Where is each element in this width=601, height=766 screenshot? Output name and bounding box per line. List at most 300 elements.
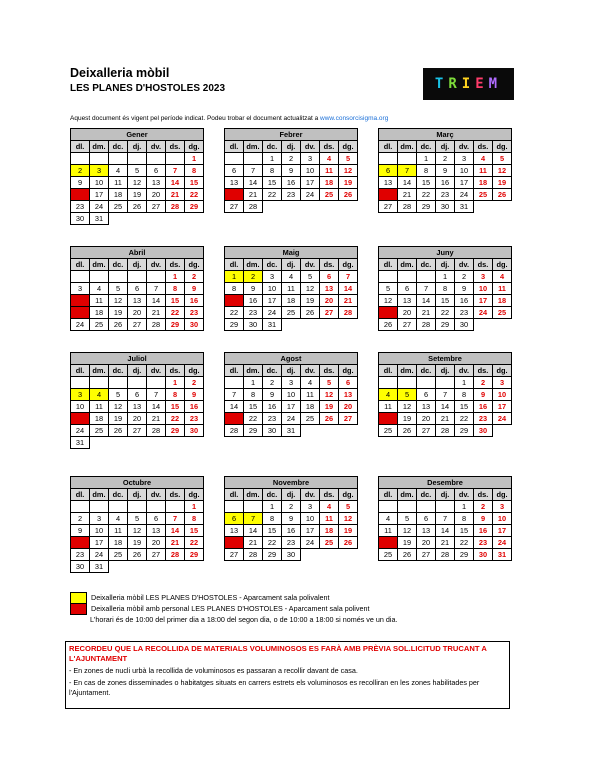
day-cell: 2 [244, 271, 263, 283]
day-cell: 21 [244, 537, 263, 549]
empty-cell [339, 549, 358, 561]
day-cell: 21 [147, 307, 166, 319]
day-cell: 23 [244, 307, 263, 319]
day-name: dc. [263, 141, 282, 153]
day-name: dl. [225, 259, 244, 271]
day-cell: 1 [263, 501, 282, 513]
day-cell: 6 [379, 165, 398, 177]
day-cell: 6 [128, 283, 147, 295]
day-cell: 29 [166, 425, 185, 437]
day-cell: 13 [398, 295, 417, 307]
day-cell: 7 [398, 165, 417, 177]
day-cell: 7 [436, 389, 455, 401]
day-name: dm. [244, 259, 263, 271]
day-cell: 27 [417, 549, 436, 561]
day-cell: 8 [436, 283, 455, 295]
day-cell: 31 [90, 213, 109, 225]
day-cell: 18 [493, 295, 512, 307]
day-cell: 13 [225, 177, 244, 189]
empty-cell [436, 501, 455, 513]
day-cell: 31 [90, 561, 109, 573]
day-name: dm. [398, 141, 417, 153]
day-name: dm. [398, 489, 417, 501]
day-cell: 2 [71, 165, 90, 177]
day-name: dg. [339, 259, 358, 271]
empty-cell [398, 501, 417, 513]
month-name: Agost [225, 353, 358, 365]
day-cell: 1 [185, 501, 204, 513]
day-cell: 19 [339, 177, 358, 189]
day-cell: 18 [379, 537, 398, 549]
empty-cell [109, 213, 128, 225]
day-cell: 5 [379, 283, 398, 295]
day-name: dg. [339, 489, 358, 501]
day-name: dl. [379, 365, 398, 377]
empty-cell [147, 501, 166, 513]
empty-cell [90, 153, 109, 165]
day-cell: 30 [455, 319, 474, 331]
day-cell: 6 [225, 513, 244, 525]
day-cell: 9 [474, 389, 493, 401]
day-cell: 22 [455, 537, 474, 549]
day-cell: 23 [474, 537, 493, 549]
day-cell: 30 [474, 549, 493, 561]
empty-cell [71, 271, 90, 283]
empty-cell [109, 271, 128, 283]
day-cell: 26 [379, 319, 398, 331]
day-cell: 8 [263, 165, 282, 177]
day-cell: 19 [128, 537, 147, 549]
month-name: Setembre [379, 353, 512, 365]
day-cell: 7 [147, 283, 166, 295]
day-cell: 19 [493, 177, 512, 189]
day-cell: 20 [225, 537, 244, 549]
day-cell: 11 [320, 513, 339, 525]
day-name: ds. [474, 259, 493, 271]
day-cell: 18 [320, 525, 339, 537]
bulky-waste-item-urban: - En zones de nucli urbà la recollida de voluminosos es passaran a recollir davant de casa. [69, 666, 358, 675]
day-cell: 20 [379, 189, 398, 201]
day-name: dl. [225, 141, 244, 153]
day-cell: 16 [244, 295, 263, 307]
day-name: dv. [301, 141, 320, 153]
day-name: dc. [263, 259, 282, 271]
day-name: ds. [320, 259, 339, 271]
bulky-waste-heading: RECORDEU QUE LA RECOLLIDA DE MATERIALS VOLUMINOSOS ES FARÀ AMB PRÈVIA SOL.LICITUD TRUCANT A L'AJUNTAMENT [69, 644, 487, 663]
day-cell: 19 [379, 307, 398, 319]
day-cell: 6 [339, 377, 358, 389]
day-cell: 6 [417, 389, 436, 401]
day-cell: 22 [185, 189, 204, 201]
empty-cell [493, 201, 512, 213]
day-cell: 6 [398, 283, 417, 295]
day-cell: 15 [244, 401, 263, 413]
day-cell: 28 [225, 425, 244, 437]
empty-cell [282, 201, 301, 213]
day-cell: 5 [320, 377, 339, 389]
day-cell: 24 [90, 201, 109, 213]
day-cell: 1 [455, 501, 474, 513]
empty-cell [436, 377, 455, 389]
day-name: dg. [185, 365, 204, 377]
day-name: dj. [128, 259, 147, 271]
day-name: ds. [166, 141, 185, 153]
day-cell: 19 [301, 295, 320, 307]
day-name: dj. [436, 259, 455, 271]
day-cell: 22 [244, 413, 263, 425]
day-cell: 23 [455, 307, 474, 319]
empty-cell [147, 153, 166, 165]
day-cell: 17 [90, 537, 109, 549]
empty-cell [225, 501, 244, 513]
day-cell: 25 [320, 189, 339, 201]
day-cell: 14 [339, 283, 358, 295]
day-cell: 23 [474, 413, 493, 425]
day-cell: 2 [263, 377, 282, 389]
day-cell: 9 [455, 283, 474, 295]
day-name: dj. [128, 141, 147, 153]
day-cell: 31 [263, 319, 282, 331]
day-cell: 23 [185, 413, 204, 425]
day-cell: 17 [493, 525, 512, 537]
day-cell: 26 [493, 189, 512, 201]
day-cell: 28 [339, 307, 358, 319]
empty-cell [379, 377, 398, 389]
month-gener [70, 128, 204, 225]
day-cell: 22 [263, 537, 282, 549]
day-cell: 7 [166, 513, 185, 525]
empty-cell [185, 213, 204, 225]
day-name: dg. [493, 489, 512, 501]
day-name: dj. [128, 365, 147, 377]
day-cell: 9 [263, 389, 282, 401]
day-name: dl. [71, 259, 90, 271]
day-cell: 11 [90, 295, 109, 307]
day-name: dm. [90, 141, 109, 153]
day-cell: 19 [398, 413, 417, 425]
day-cell: 3 [455, 153, 474, 165]
day-cell: 8 [225, 283, 244, 295]
day-cell: 12 [301, 283, 320, 295]
empty-cell [166, 213, 185, 225]
day-cell: 3 [493, 501, 512, 513]
day-cell: 28 [436, 549, 455, 561]
day-name: dv. [301, 365, 320, 377]
empty-cell [128, 377, 147, 389]
day-cell: 29 [225, 319, 244, 331]
empty-cell [474, 319, 493, 331]
day-cell: 10 [90, 525, 109, 537]
day-cell: 9 [244, 283, 263, 295]
website-link[interactable]: www.consorcisigma.org [320, 115, 389, 122]
empty-cell [71, 501, 90, 513]
day-cell: 4 [109, 165, 128, 177]
day-cell: 1 [166, 377, 185, 389]
day-cell: 28 [398, 201, 417, 213]
day-name: ds. [474, 365, 493, 377]
day-cell: 31 [282, 425, 301, 437]
day-cell: 24 [301, 189, 320, 201]
day-cell: 14 [166, 525, 185, 537]
day-cell: 26 [128, 201, 147, 213]
day-cell: 19 [109, 413, 128, 425]
month-name: Juliol [71, 353, 204, 365]
day-cell: 18 [320, 177, 339, 189]
day-name: dv. [147, 489, 166, 501]
empty-cell [166, 561, 185, 573]
empty-cell [90, 377, 109, 389]
day-cell: 23 [282, 537, 301, 549]
day-cell: 5 [109, 389, 128, 401]
day-cell: 25 [379, 425, 398, 437]
empty-cell [398, 377, 417, 389]
day-cell: 15 [166, 295, 185, 307]
empty-cell [263, 201, 282, 213]
day-cell: 11 [109, 525, 128, 537]
day-cell: 4 [90, 389, 109, 401]
day-cell: 29 [263, 549, 282, 561]
day-cell: 21 [166, 189, 185, 201]
day-cell: 29 [417, 201, 436, 213]
day-cell: 3 [493, 377, 512, 389]
empty-cell [282, 319, 301, 331]
day-cell: 1 [166, 271, 185, 283]
day-cell: 18 [301, 401, 320, 413]
day-cell: 18 [109, 537, 128, 549]
day-cell: 29 [185, 549, 204, 561]
day-cell: 12 [398, 525, 417, 537]
empty-cell [128, 501, 147, 513]
day-cell: 5 [398, 513, 417, 525]
day-name: dm. [244, 141, 263, 153]
legend-yellow-label: Deixalleria mòbil LES PLANES D'HOSTOLES - Aparcament sala polivalent [91, 593, 330, 602]
day-cell: 16 [185, 295, 204, 307]
day-cell: 4 [493, 271, 512, 283]
day-cell: 10 [455, 165, 474, 177]
empty-cell [301, 549, 320, 561]
day-cell: 17 [71, 307, 90, 319]
day-cell: 12 [128, 177, 147, 189]
day-name: dj. [282, 141, 301, 153]
day-cell: 15 [455, 401, 474, 413]
day-cell: 3 [301, 501, 320, 513]
day-cell: 18 [379, 413, 398, 425]
day-cell: 25 [474, 189, 493, 201]
day-name: dv. [455, 259, 474, 271]
day-cell: 10 [71, 401, 90, 413]
day-cell: 21 [436, 537, 455, 549]
day-cell: 6 [417, 513, 436, 525]
bulky-waste-notice [65, 641, 510, 709]
day-name: dv. [455, 365, 474, 377]
day-cell: 1 [263, 153, 282, 165]
day-cell: 12 [398, 401, 417, 413]
day-cell: 14 [166, 177, 185, 189]
day-cell: 25 [90, 425, 109, 437]
day-cell: 10 [263, 283, 282, 295]
day-cell: 12 [320, 389, 339, 401]
day-name: dm. [398, 259, 417, 271]
month-juny [378, 246, 512, 331]
notice-text: Aquest document és vigent pel període indicat. Podeu trobar el document actualitzat a [70, 115, 321, 122]
day-name: ds. [474, 489, 493, 501]
day-cell: 1 [185, 153, 204, 165]
page-title: Deixalleria mòbil [70, 66, 170, 80]
day-cell: 10 [301, 165, 320, 177]
day-cell: 10 [301, 513, 320, 525]
day-name: dj. [436, 365, 455, 377]
day-cell: 2 [185, 377, 204, 389]
day-cell: 14 [225, 401, 244, 413]
day-cell: 9 [436, 165, 455, 177]
day-cell: 23 [263, 413, 282, 425]
day-cell: 24 [493, 413, 512, 425]
day-name: dc. [109, 259, 128, 271]
day-cell: 15 [185, 525, 204, 537]
day-name: dc. [417, 365, 436, 377]
day-cell: 27 [379, 201, 398, 213]
day-name: dc. [109, 365, 128, 377]
day-name: dv. [147, 365, 166, 377]
day-cell: 24 [71, 319, 90, 331]
day-name: dl. [225, 365, 244, 377]
month-desembre [378, 476, 512, 561]
month-abril [70, 246, 204, 331]
legend-red-label: Deixalleria mòbil amb personal LES PLANES D'HOSTOLES - Aparcament sala polivent [91, 604, 370, 613]
month-març [378, 128, 512, 213]
day-cell: 11 [379, 401, 398, 413]
day-cell: 11 [90, 401, 109, 413]
day-cell: 25 [379, 549, 398, 561]
day-name: dg. [339, 141, 358, 153]
day-cell: 5 [339, 153, 358, 165]
day-name: dj. [436, 489, 455, 501]
day-cell: 5 [493, 153, 512, 165]
day-cell: 18 [90, 307, 109, 319]
day-name: dm. [244, 489, 263, 501]
day-cell: 7 [147, 389, 166, 401]
day-cell: 26 [339, 189, 358, 201]
day-cell: 27 [147, 549, 166, 561]
day-cell: 8 [417, 165, 436, 177]
day-cell: 5 [339, 501, 358, 513]
day-cell: 27 [320, 307, 339, 319]
day-name: dg. [185, 259, 204, 271]
day-cell: 20 [417, 537, 436, 549]
day-cell: 23 [71, 201, 90, 213]
day-cell: 27 [128, 319, 147, 331]
day-cell: 6 [147, 165, 166, 177]
day-cell: 19 [339, 525, 358, 537]
bulky-waste-item-dispersed: - En cas de zones disseminades o habitatges situats en carrers estrets els voluminosos es recolliran en les zones habilitades per l'Ajuntament. [69, 678, 480, 697]
day-cell: 15 [225, 295, 244, 307]
day-name: dj. [282, 489, 301, 501]
day-cell: 5 [128, 513, 147, 525]
day-cell: 24 [455, 189, 474, 201]
day-cell: 8 [244, 389, 263, 401]
day-cell: 14 [417, 295, 436, 307]
day-name: dg. [339, 365, 358, 377]
day-name: dv. [455, 141, 474, 153]
day-cell: 13 [339, 389, 358, 401]
day-cell: 13 [147, 525, 166, 537]
day-name: ds. [166, 489, 185, 501]
day-cell: 14 [436, 525, 455, 537]
month-juliol [70, 352, 204, 449]
day-cell: 22 [185, 537, 204, 549]
day-cell: 15 [166, 401, 185, 413]
day-cell: 28 [244, 201, 263, 213]
day-cell: 11 [474, 165, 493, 177]
day-cell: 13 [417, 401, 436, 413]
day-cell: 26 [320, 413, 339, 425]
empty-cell [166, 153, 185, 165]
day-cell: 12 [339, 513, 358, 525]
day-cell: 4 [379, 513, 398, 525]
triem-logo: T R I E M [423, 68, 514, 100]
day-cell: 13 [320, 283, 339, 295]
day-cell: 25 [282, 307, 301, 319]
day-cell: 15 [263, 525, 282, 537]
day-cell: 8 [166, 389, 185, 401]
month-name: Juny [379, 247, 512, 259]
day-name: dc. [263, 489, 282, 501]
day-cell: 13 [147, 177, 166, 189]
empty-cell [225, 377, 244, 389]
day-name: dc. [109, 141, 128, 153]
day-cell: 21 [398, 189, 417, 201]
empty-cell [301, 319, 320, 331]
day-cell: 17 [301, 525, 320, 537]
empty-cell [90, 271, 109, 283]
day-cell: 3 [301, 153, 320, 165]
day-cell: 7 [225, 389, 244, 401]
day-cell: 1 [436, 271, 455, 283]
day-cell: 28 [166, 201, 185, 213]
day-name: dc. [417, 141, 436, 153]
empty-cell [90, 501, 109, 513]
day-name: dj. [128, 489, 147, 501]
day-cell: 7 [166, 165, 185, 177]
day-cell: 29 [455, 549, 474, 561]
empty-cell [339, 201, 358, 213]
day-name: dv. [301, 259, 320, 271]
day-cell: 16 [282, 525, 301, 537]
day-cell: 5 [301, 271, 320, 283]
day-cell: 7 [436, 513, 455, 525]
red-swatch [70, 603, 87, 615]
day-cell: 28 [147, 425, 166, 437]
day-name: dl. [379, 141, 398, 153]
empty-cell [90, 437, 109, 449]
day-cell: 20 [398, 307, 417, 319]
day-cell: 16 [282, 177, 301, 189]
day-cell: 20 [339, 401, 358, 413]
day-cell: 15 [417, 177, 436, 189]
day-cell: 18 [90, 413, 109, 425]
day-cell: 20 [128, 307, 147, 319]
day-cell: 9 [282, 165, 301, 177]
day-name: dm. [244, 365, 263, 377]
day-cell: 21 [166, 537, 185, 549]
day-cell: 26 [398, 549, 417, 561]
empty-cell [147, 213, 166, 225]
day-cell: 7 [417, 283, 436, 295]
empty-cell [320, 425, 339, 437]
day-cell: 17 [301, 177, 320, 189]
day-cell: 29 [455, 425, 474, 437]
empty-cell [417, 271, 436, 283]
